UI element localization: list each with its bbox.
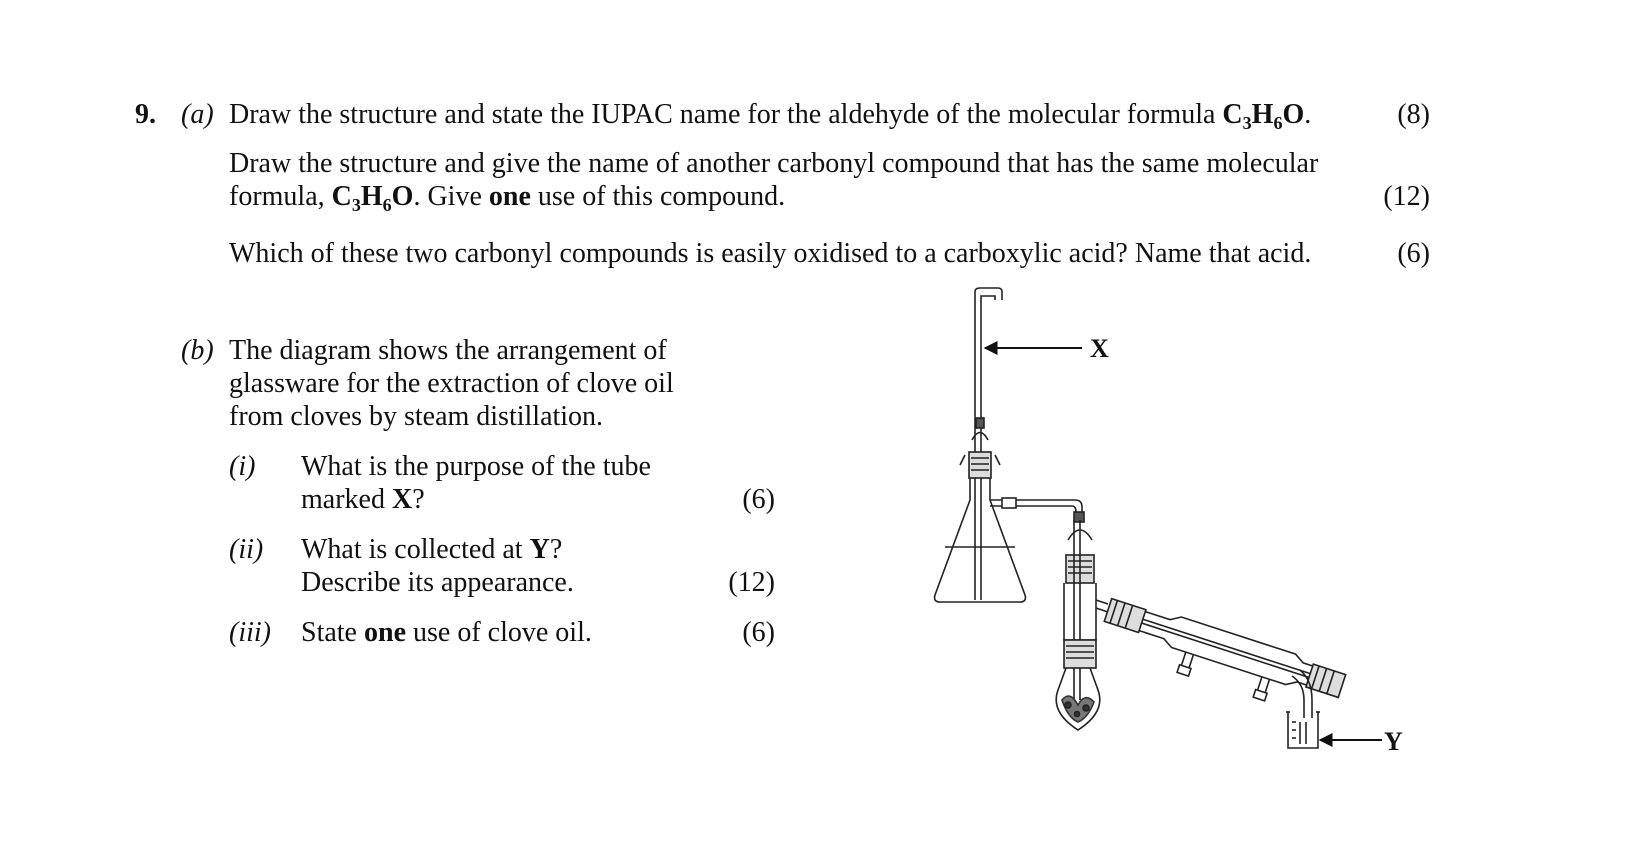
sub-iii-marks: (6) [742,617,775,648]
clove-flask [1056,668,1100,730]
part-a-line1-text: Draw the structure and state the IUPAC name for the aldehyde of the molecular formula [229,99,1223,130]
part-a-line3: Which of these two carbonyl compounds is easily oxidised to a carboxylic acid? Name that acid. [229,238,1312,269]
sub-i-marks: (6) [742,484,775,515]
sub-ii-label: (ii) [229,534,264,565]
part-a-line3-marks: (6) [1397,238,1430,269]
part-a-line2-marks: (12) [1383,181,1430,212]
sub-iii-label: (iii) [229,617,271,648]
part-b-intro-1: The diagram shows the arrangement of [229,335,667,366]
sub-ii-line1: What is collected at Y? [301,534,563,565]
part-a-line2a: Draw the structure and give the name of another carbonyl compound that has the same molecular [229,148,1319,179]
steam-delivery-tube [990,498,1084,522]
part-a-label: (a) [181,99,214,130]
collection-beaker [1286,712,1320,748]
part-a-line1-marks: (8) [1397,99,1430,130]
safety-tube-x [975,288,1002,600]
sub-i-label: (i) [229,451,256,482]
liebig-condenser [1096,595,1347,722]
flask-stopper [969,418,991,478]
part-a-line1: Draw the structure and state the IUPAC name for the aldehyde of the molecular formula $C_3H_6O$. [229,99,1312,133]
formula-c3h6o-2: $C_3H_6O$ [331,181,414,215]
label-x: X [1090,334,1109,363]
sub-ii-line2: Describe its appearance. [301,567,574,598]
part-b-label: (b) [181,335,214,366]
label-y: Y [1384,727,1403,756]
part-b-intro-2: glassware for the extraction of clove oil [229,368,674,399]
part-b-intro-3: from cloves by steam distillation. [229,401,604,432]
question-number: 9. [135,99,156,130]
sub-ii-marks: (12) [728,567,775,598]
formula-c3h6o: $C_3H_6O$ [1222,99,1305,133]
steam-distillation-diagram [900,270,1440,780]
sub-iii-line: State one use of clove oil. [301,617,592,648]
sub-i-line1: What is the purpose of the tube [301,451,651,482]
side-arm [1096,600,1108,612]
part-a-line2b: formula, $C_3H_6O$. Give one use of this compound. [229,181,786,215]
sub-i-line2: marked X? [301,484,425,515]
